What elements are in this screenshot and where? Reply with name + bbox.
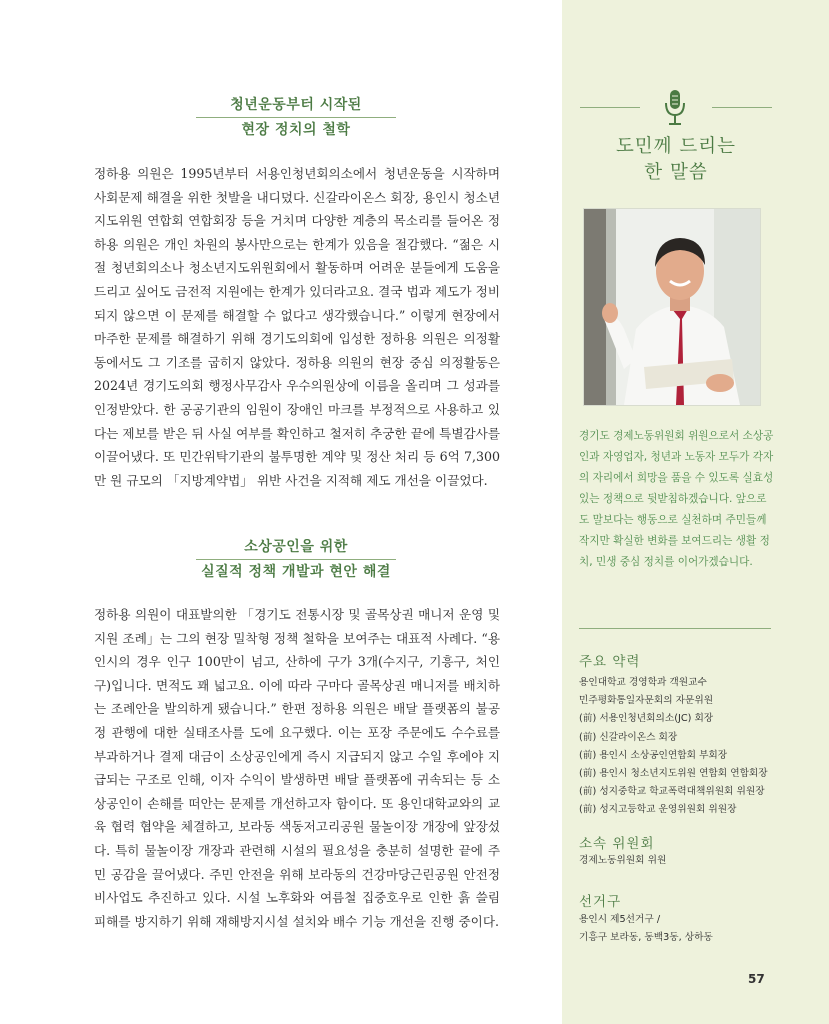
career-heading: 주요 약력: [579, 654, 641, 670]
sidebar-divider: [579, 628, 771, 629]
section2-heading: [180, 536, 412, 583]
sidebar-title-line1: 도민께 드리는: [615, 136, 737, 157]
section2-paragraph: 정하용 의원이 대표발의한 「경기도 전통시장 및 골목상권 매니저 운영 및 지원 조례」는 그의 현장 밀착형 정책 철학을 보여주는 대표적 사례다. “용인시의 경우 인구 100만이 넘고, 산하에 구가 3개(수지구, 기흥구, 처인구)입니다. 면적도 꽤 넓고요. 이에 따라 구마다 골목상권 매니저를 배치하는 조례안을 발의하게 됐습니다.” 한편 정하용 의원은 배달 플랫폼의 불공정 관행에 대한 실태조사를 도에 요구했다. 이는 포장 주문에도 수수료를 부과하거나 결제 대금이 소상공인에게 즉시 지급되지 않고 수일 후에야 지급되는 구조로 인해, 이자 수익이 발생하면 배달 플랫폼에 귀속되는 등 소상공인이 손해를 떠안는 문제를 개선하고자 함이다. 또 용인대학교와의 교육 협력 협약을 체결하고, 보라동 색동저고리공원 물놀이장 개장에 앞장섰다. 특히 물놀이장 개장과 관련해 시설의 필요성을 충분히 설명한 끝에 주민 공감을 끌어냈다. 주민 안전을 위해 보라동의 건강마당근린공원 안전정비사업도 추진하고 있다. 시설 노후화와 여름철 집중호우로 인한 흙 쓸림 피해를 방지하기 위해 재해방지시설 설치와 배수 기능 개선을 진행 중이다.: [94, 607, 500, 929]
ornament-line-left: [580, 107, 640, 108]
ornament-line-right: [712, 107, 772, 108]
career-item: 용인대학교 경영학과 객원교수: [579, 677, 707, 688]
sidebar-header-ornament: [580, 88, 772, 128]
district-heading: 선거구: [579, 894, 622, 910]
career-item: (前) 서용인청년회의소(JC) 회장: [579, 713, 714, 725]
sidebar-message: 경기도 경제노동위원회 위원으로서 소상공인과 자영업자, 청년과 노동자 모두가 각자의 자리에서 희망을 품을 수 있도록 실효성 있는 정책으로 뒷받침하겠습니다. 앞으로도 말보다는 행동으로 실천하며 주민들께 작지만 확실한 변화를 보여드리는 생활 정치, 민생 중심 정치를 이어가겠습니다.: [579, 430, 774, 568]
section1-title-line1: 청년운동부터 시작된: [230, 97, 362, 113]
portrait-photo: [583, 208, 761, 406]
page-number: 57: [748, 972, 765, 986]
section1-heading: [180, 94, 412, 141]
committee-heading: 소속 위원회: [579, 836, 655, 852]
committee-item: 경제노동위원회 위원: [579, 855, 667, 866]
section2-title-line2: 실질적 정책 개발과 현안 해결: [201, 564, 391, 580]
section2-divider: [196, 559, 396, 560]
career-item: (前) 용인시 청소년지도위원 연합회 연합회장: [579, 768, 768, 780]
career-item: (前) 신갈라이온스 회장: [579, 731, 678, 743]
section1-paragraph: 정하용 의원은 1995년부터 서용인청년회의소에서 청년운동을 시작하며 사회문제 해결을 위한 첫발을 내디뎠다. 신갈라이온스 회장, 용인시 청소년지도위원 연합회 연합회장 등을 거치며 다양한 계층의 목소리를 들어온 정하용 의원은 개인 차원의 봉사만으로는 한계가 있음을 절감했다. “젊은 시절 청년회의소나 청소년지도위원회에서 활동하며 어려운 분들에게 도움을 드리고 싶어도 금전적 지원에는 한계가 있더라고요. 결국 법과 제도가 정비되지 않으면 이 문제를 해결할 수 없다고 생각했습니다.” 이렇게 현장에서 마주한 문제를 해결하기 위해 경기도의회에 입성한 정하용 의원은 의정활동에서도 그 기조를 굽히지 않았다. 정하용 의원의 현장 중심 의정활동은 2024년 경기도의회 행정사무감사 우수의원상에 이름을 올리며 그 성과를 인정받았다. 한 공공기관의 임원이 장애인 마크를 부정적으로 사용하고 있다는 제보를 받은 뒤 사실 여부를 확인하고 철저히 추궁한 끝에 특별감사를 이끌어냈다. 또 민간위탁기관의 불투명한 계약 및 정산 처리 등 6억 7,300만 원 규모의 「지방계약법」 위반 사건을 지적해 제도 개선을 이끌었다.: [94, 166, 500, 488]
microphone-icon: [660, 88, 690, 128]
section2-title-line1: 소상공인을 위한: [244, 539, 348, 555]
career-item: (前) 성지고등학교 운영위원회 위원장: [579, 804, 737, 816]
district-line: 기흥구 보라동, 동백3동, 상하동: [579, 932, 713, 944]
career-list: [579, 674, 779, 820]
career-item: (前) 용인시 소상공인연합회 부회장: [579, 749, 728, 761]
district-line: 용인시 제5선거구 /: [579, 914, 661, 925]
committee-list: [579, 852, 779, 870]
career-item: 민주평화통일자문회의 자문위원: [579, 695, 714, 707]
section1-divider: [196, 117, 396, 118]
career-item: (前) 성지중학교 학교폭력대책위원회 위원장: [579, 786, 765, 798]
section1-title-line2: 현장 정치의 철학: [241, 122, 351, 138]
portrait-illustration: [584, 209, 760, 405]
sidebar-title-line2: 한 말씀: [644, 162, 708, 183]
district-list: [579, 911, 779, 947]
